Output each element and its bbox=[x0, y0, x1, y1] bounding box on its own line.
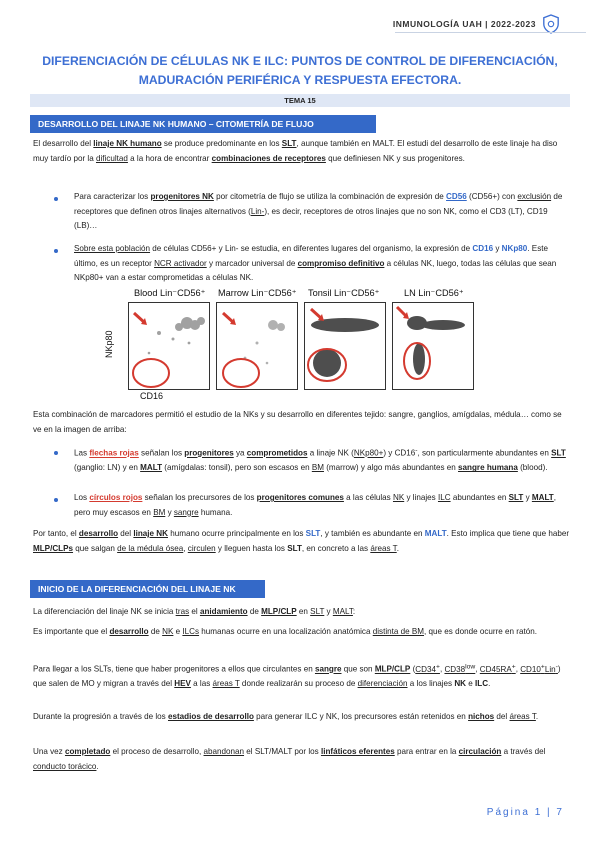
bullet-dot bbox=[54, 249, 58, 253]
paragraph-start: La diferenciación del linaje NK se inicia tras el anidamiento de MLP/CLP en SLT y MALT: bbox=[33, 607, 356, 616]
tema-banner: TEMA 15 bbox=[30, 94, 570, 107]
paragraph-conclusion: Por tanto, el desarrollo del linaje NK humano ocurre principalmente en los SLT, y también es abundante en MALT. Esto implica que tiene que haber MLP/CLPs que salgan de la médula ósea, circulen y lleguen hasta los SLT, en concreto a las áreas T. bbox=[33, 529, 570, 553]
section-heading-2: INICIO DE LA DIFERENCIACIÓN DEL LINAJE NK bbox=[30, 580, 265, 598]
bullet-red-circles: Los círculos rojos señalan los precursores de los progenitores comunes a las células NK y linajes ILC abundantes en SLT y MALT, pero muy escasos en BM y sangre humana. bbox=[74, 493, 556, 517]
bullet-progenitors: Para caracterizar los progenitores NK por citometría de flujo se utiliza la combinación de expresión de CD56 (CD56+) con exclusión de receptores que definen otros linajes alternativos (Lin-), es decir, receptores de otros linajes que no son NK, como el CD3 (LT), CD19 (LB)… bbox=[74, 192, 563, 231]
paragraph-location: Es importante que el desarrollo de NK e ILCs humanas ocurre en una localización anatómica distinta de BM, que es donde ocurre en ratón. bbox=[33, 627, 537, 636]
flow-cytometry-figure bbox=[104, 288, 476, 404]
paragraph-intro: El desarrollo del linaje NK humano se produce predominante en los SLT, aunque también en MALT. El estudi del desarrollo de este linaje ha diso muy tardío por la dificultad a la hora de encontrar combinaciones de receptores que definiesen NK y sus progenitores. bbox=[33, 139, 558, 163]
scatter-blood bbox=[129, 303, 209, 389]
paragraph-progression: Durante la progresión a través de los estadios de desarrollo para generar ILC y NK, los precursores están retenidos en nichos del áreas T. bbox=[33, 712, 539, 721]
panel-ln bbox=[392, 302, 474, 390]
course-label: INMUNOLOGÍA UAH | 2022-2023 bbox=[392, 19, 536, 29]
panel-tonsil bbox=[304, 302, 386, 390]
page-number: Página 1 | 7 bbox=[486, 807, 564, 818]
paragraph-completion: Una vez completado el proceso de desarrollo, abandonan el SLT/MALT por los linfáticos eferentes para entrar en la circulación a través del conducto torácico. bbox=[33, 747, 546, 771]
section-heading-1: DESARROLLO DEL LINAJE NK HUMANO – CITOMETRÍA DE FLUJO bbox=[30, 115, 376, 133]
title-line-2: MADURACIÓN PERIFÉRICA Y RESPUESTA EFECTORA. bbox=[138, 73, 462, 87]
page-header bbox=[393, 14, 560, 34]
scatter-tonsil bbox=[305, 303, 385, 389]
bullet-population: Sobre esta población de células CD56+ y Lin- se estudia, en diferentes lugares del organismo, la expresión de CD16 y NKp80. Este último, es un receptor NCR activador y marcador universal de compromiso definitivo a células NK, luego, todas las células que sean NKp80+ van a estar comprometidas a células NK. bbox=[74, 244, 557, 283]
panel-marrow bbox=[216, 302, 298, 390]
figure-xlabel: CD16 bbox=[140, 391, 164, 401]
panel-title-blood: Blood Lin⁻CD56⁺ bbox=[134, 288, 206, 298]
bullet-dot bbox=[54, 498, 58, 502]
paragraph-markers: Esta combinación de marcadores permitió el estudio de la NKs y su desarrollo en diferentes tejido: sangre, ganglios, amígdalas, médula… como se ve en la imagen de arriba: bbox=[33, 410, 562, 434]
panel-title-marrow: Marrow Lin⁻CD56⁺ bbox=[218, 288, 297, 298]
scatter-marrow bbox=[217, 303, 297, 389]
shield-icon bbox=[542, 14, 560, 34]
bullet-dot bbox=[54, 197, 58, 201]
paragraph-arrival: Para llegar a los SLTs, tiene que haber progenitores a ellos que circulantes en sangre que son MLP/CLP (CD34+, $CD38^{low}$, CD45RA+, CD10+Lin-) que salen de MO y migran a través del HEV a las áreas T donde realizarán su proceso de diferenciación a los linajes NK e ILC. bbox=[33, 663, 561, 689]
panel-blood bbox=[128, 302, 210, 390]
title-line-1: DIFERENCIACIÓN DE CÉLULAS NK E ILC: PUNTOS DE CONTROL DE DIFERENCIACIÓN, bbox=[42, 54, 558, 68]
panel-title-tonsil: Tonsil Lin⁻CD56⁺ bbox=[308, 288, 380, 298]
bullet-dot bbox=[54, 451, 58, 455]
document-title bbox=[30, 52, 570, 90]
header-rule bbox=[395, 32, 586, 33]
scatter-ln bbox=[393, 303, 473, 389]
panel-title-ln: LN Lin⁻CD56⁺ bbox=[404, 288, 464, 298]
bullet-red-arrows: Las flechas rojas señalan los progenitores ya comprometidos a linaje NK (NKp80+) y CD16-, son particularmente abundantes en SLT (ganglio: LN) y en MALT (amígdalas: tonsil), pero son escasos en BM (marrow) y algo más abundantes en sangre humana (blood). bbox=[74, 447, 566, 473]
figure-ylabel: NKp80 bbox=[104, 330, 114, 358]
